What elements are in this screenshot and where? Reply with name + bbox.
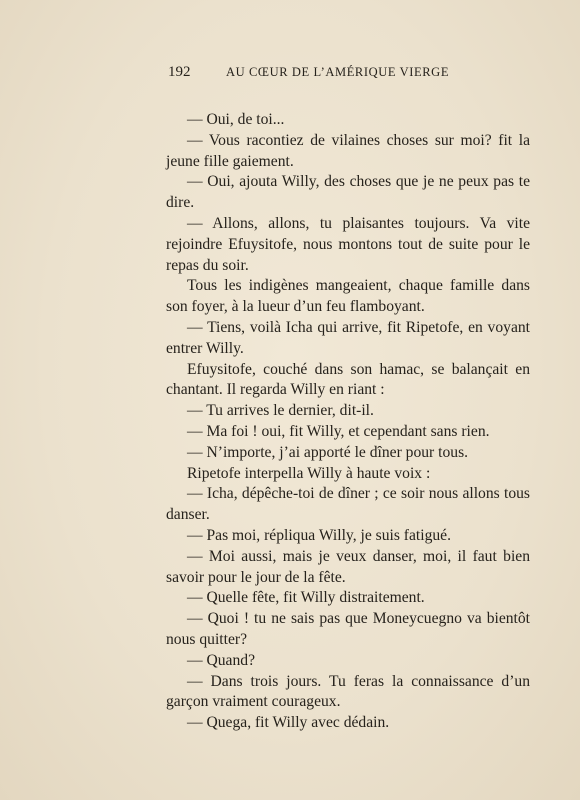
running-title: AU CŒUR DE L’AMÉRIQUE VIERGE <box>226 65 450 79</box>
paragraph: — Oui, ajouta Willy, des choses que je ne peux pas te dire. <box>166 173 530 212</box>
paragraph: — Oui, de toi... <box>187 111 285 128</box>
paragraph: Tous les indigènes mangeaient, chaque famille dans son foyer, à la lueur d’un feu flamboyant. <box>166 277 530 316</box>
paragraph: — Dans trois jours. Tu feras la connaissance d’un garçon vraiment courageux. <box>166 672 530 711</box>
paragraph: Ripetofe interpella Willy à haute voix : <box>187 464 431 482</box>
body-text <box>166 110 530 734</box>
paragraph: — Quega, fit Willy avec dédain. <box>187 714 390 732</box>
paragraph: — Tiens, voilà Icha qui arrive, fit Ripetofe, en voyant entrer Willy. <box>166 318 530 357</box>
page-number: 192 <box>168 64 191 80</box>
paragraph: — Quelle fête, fit Willy distraitement. <box>187 589 425 607</box>
paragraph: — Moi aussi, mais je veux danser, moi, il faut bien savoir pour le jour de la fête. <box>166 547 530 586</box>
page-header <box>168 64 474 84</box>
paragraph: — Pas moi, répliqua Willy, je suis fatigué. <box>187 526 451 544</box>
paragraph: — N’importe, j’ai apporté le dîner pour tous. <box>187 443 469 461</box>
paragraph: — Ma foi ! oui, fit Willy, et cependant sans rien. <box>187 422 490 440</box>
paragraph: — Allons, allons, tu plaisantes toujours. Va vite rejoindre Efuysitofe, nous montons tout de suite pour le repas du soir. <box>166 214 530 274</box>
paragraph: — Vous racontiez de vilaines choses sur moi? fit la jeune fille gaiement. <box>166 131 530 170</box>
paragraph: — Quand? <box>187 651 255 669</box>
paragraph: Efuysitofe, couché dans son hamac, se balançait en chantant. Il regarda Willy en riant : <box>166 360 530 399</box>
paragraph: — Tu arrives le dernier, dit-il. <box>187 402 374 420</box>
paragraph: — Icha, dépêche-toi de dîner ; ce soir nous allons tous danser. <box>166 485 530 524</box>
paragraph: — Quoi ! tu ne sais pas que Moneycuegno va bientôt nous quitter? <box>166 610 530 648</box>
